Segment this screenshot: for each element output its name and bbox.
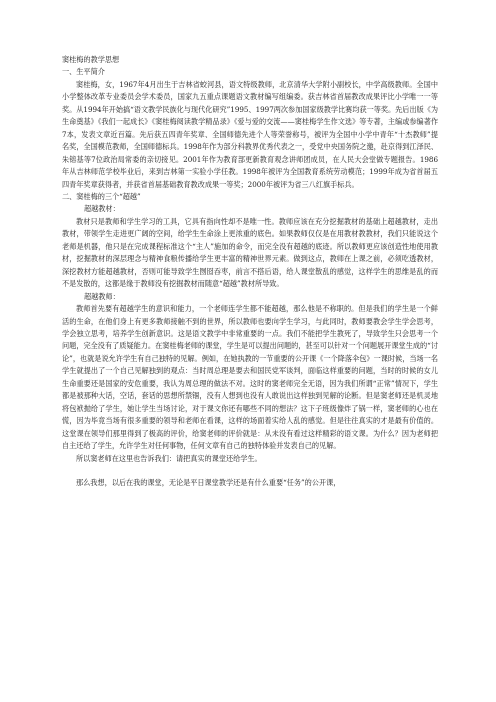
document-content [62, 54, 438, 489]
surpass-teacher-paragraph: 教师首先要有超越学生的意识和能力，一个老师连学生都不能超越，那么他是不称职的。但是我们的学生是一个鲜活的生命，在他们身上有更多教师接触不到的世界，所以教师也要向学生学习，与此同时，教师要教会学生学会思考，学会独立思考，培养学生创新意识。这是语文教学中非常重要的一点。我们不能把学生教死了，导致学生只会思考一个问题，完全没有了质疑能力。在窦桂梅老师的课堂，学生是可以提出问题的，甚至可以针对一个问题展开课堂生成的“讨论”，也就是说允许学生有自己独特的见解。例如，在她执教的一节重要的公开课《一个降落伞包》一课时候，当场一名学生就提出了一个自己见解独到的观点：当时周总理是要去和国民党军谈判，面临这样重要的问题，当时的时候的女儿生命重要还是国家的安危重要，我认为周总理的做法不对。这时的窦老师完全无语，因为我们所谓“正常”情况下，学生都是被那种大话，空话，套话的思想所禁锢，没有人想到也没有人敢说出这样独到见解的论断。但是窦老师还是机灵地将包袱抛给了学生，她让学生当场讨论，对于课文你还有哪些不同的想法？这下子班级像炸了锅一样，窦老师的心也在慌，因为毕竟当场有很多重要的领导和老师在看课，这样的场面着实给人乱的感觉。但是往往真实的才是最有价值的。这堂课在领导们那里得到了极高的评价，给窦老师的评价就是：从未没有看过这样精彩的语文课。为什么？因为老师把自主还给了学生，允许学生对任何事物，任何文章有自己的独特体验并发表自己的见解。 [62, 304, 438, 451]
final-paragraph: 那么我想，以后在我的课堂，无论是平日课堂教学还是有什么重要“任务”的公开课， [76, 477, 341, 487]
surpass-textbook-paragraph: 教材只是教师和学生学习的工具，它具有指向性却不是唯一性。教师应该在充分挖掘教材的基础上超越教材，走出教材，带领学生走进更广阔的空间，给学生生命涂上更浓重的底色。如果教师仅仅是在用教材教教材，我们只能说这个老师是机器，他只是在完成课程标准这个“主人”施加的命令，而完全没有超越的底迹。所以教师更应该创造性地使用教材，挖掘教材的深层理念与精神食粮传播给学生更丰富的精神世界元素。做到这点，教师在上课之前，必须吃透教材，深挖教材方能超越教材，否则可能导致学生囫囵吞枣，前言不搭后语，给人课堂散乱的感觉，这样学生的思维是乱的而不是发散的，这都是缘于教师没有挖掘教材而随意“超越”教材所导致。 [62, 216, 438, 289]
conclusion-line: 所以窦老师在这里也告诉我们：请把真实的课堂还给学生。 [76, 453, 262, 463]
section-heading-biography: 一、生平简介 [62, 67, 105, 77]
section-heading-three-surpasses: 二、窦桂梅的三个“超越” [62, 191, 141, 201]
subheading-surpass-teacher: 超越教师： [84, 291, 120, 301]
subheading-surpass-textbook: 超越教材： [84, 204, 120, 214]
document-title: 窦桂梅的教学思想 [62, 55, 120, 64]
biography-paragraph: 窦桂梅，女，1967年4月出生于吉林省蛟河县，语文特级教师，北京清华大学附小副校长，中学高级教师。全国中小学整体改革专业委员会学术委员，国家九五重点课题语文教材编写组编委。获吉林省首届教改成果评比小学唯一一等奖。从1994年开始搞“语文教学民族化与现代化研究”1995、1997两次参加国家级教学比赛均获一等奖。先后出版《为生命奠基》《我们一起成长》《窦桂梅阅读教学精品录》《爱与爱的交流——窦桂梅学生作文选》等专著，主编或参编著作7本，发表文章近百篇。先后获五四青年奖章、全国师德先进个人等荣誉称号，被评为全国中小学中青年“十杰教师”提名奖，全国模范教师，全国师德标兵。1998年作为部分科教界优秀代表之一，受党中央国务院之邀，赴京得到江泽民、朱镕基等7位政治局常委的亲切接见。2001年作为教育部更新教育观念讲师团成员，在人民大会堂做专题报告。1986年从吉林师范学校毕业后，来到吉林第一实验小学任教。1998年被评为全国教育系统劳动模范；1999年成为省首届五四青年奖章获得者，并获省首届基础教育教改成果一等奖；2000年被评为省三八红旗手标兵。 [62, 79, 439, 189]
